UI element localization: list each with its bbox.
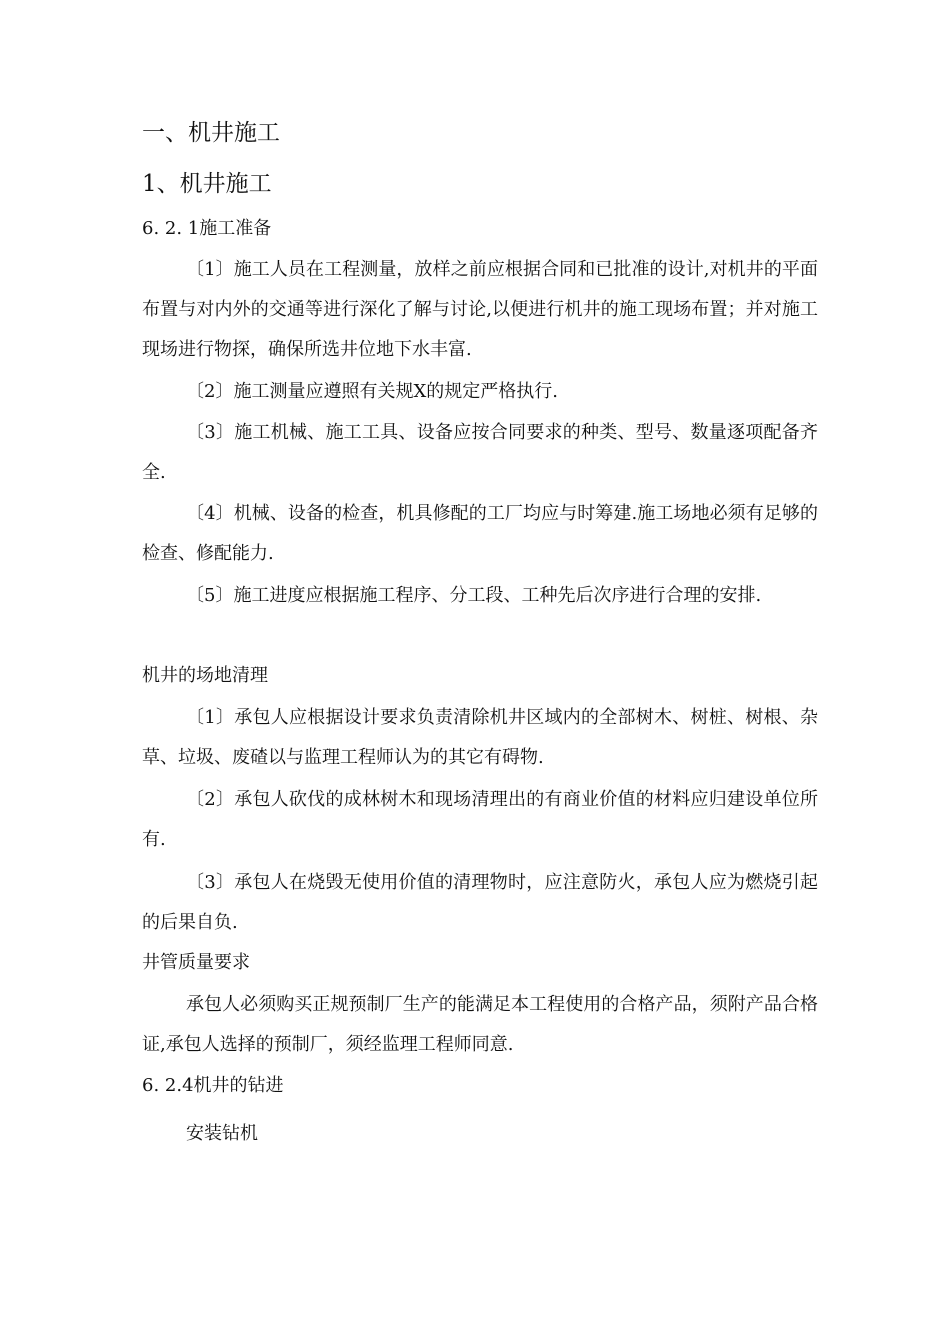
prep-item-4: 〔4〕机械、设备的检查，机具修配的工厂均应与时筹建.施工场地必须有足够的检查、修配能力. bbox=[142, 503, 818, 564]
heading-pipe-quality: 井管质量要求 bbox=[142, 952, 250, 973]
prep-item-5: 〔5〕施工进度应根据施工程序、分工段、工种先后次序进行合理的安排. bbox=[186, 585, 762, 606]
clearing-item-1: 〔1〕承包人应根据设计要求负责清除机井区域内的全部树木、树桩、树根、杂草、垃圾、废碴以与监理工程师认为的其它有碍物. bbox=[142, 707, 818, 768]
heading-well-drilling: 6. 2.4机井的钻进 bbox=[142, 1075, 284, 1096]
pipe-quality-text: 承包人必须购买正规预制厂生产的能满足本工程使用的合格产品，须附产品合格证,承包人选择的预制厂，须经监理工程师同意. bbox=[142, 994, 818, 1055]
prep-item-1: 〔1〕施工人员在工程测量，放样之前应根据合同和已批准的设计,对机井的平面布置与对内外的交通等进行深化了解与讨论,以便进行机井的施工现场布置；并对施工现场进行物探，确保所选井位地下水丰富. bbox=[142, 259, 818, 360]
section-title: 一、机井施工 bbox=[142, 120, 280, 146]
heading-construction-prep: 6. 2. 1施工准备 bbox=[142, 218, 272, 239]
prep-item-3: 〔3〕施工机械、施工工具、设备应按合同要求的种类、型号、数量逐项配备齐全. bbox=[142, 422, 818, 483]
clearing-item-3: 〔3〕承包人在烧毁无使用价值的清理物时，应注意防火，承包人应为燃烧引起的后果自负. bbox=[142, 872, 818, 933]
heading-site-clearing: 机井的场地清理 bbox=[142, 665, 268, 686]
clearing-item-2: 〔2〕承包人砍伐的成林树木和现场清理出的有商业价值的材料应归建设单位所有. bbox=[142, 789, 818, 850]
subheading-install-rig: 安装钻机 bbox=[186, 1123, 258, 1144]
prep-item-2: 〔2〕施工测量应遵照有关规X的规定严格执行. bbox=[186, 381, 558, 402]
subsection-title: 1、机井施工 bbox=[142, 171, 272, 197]
